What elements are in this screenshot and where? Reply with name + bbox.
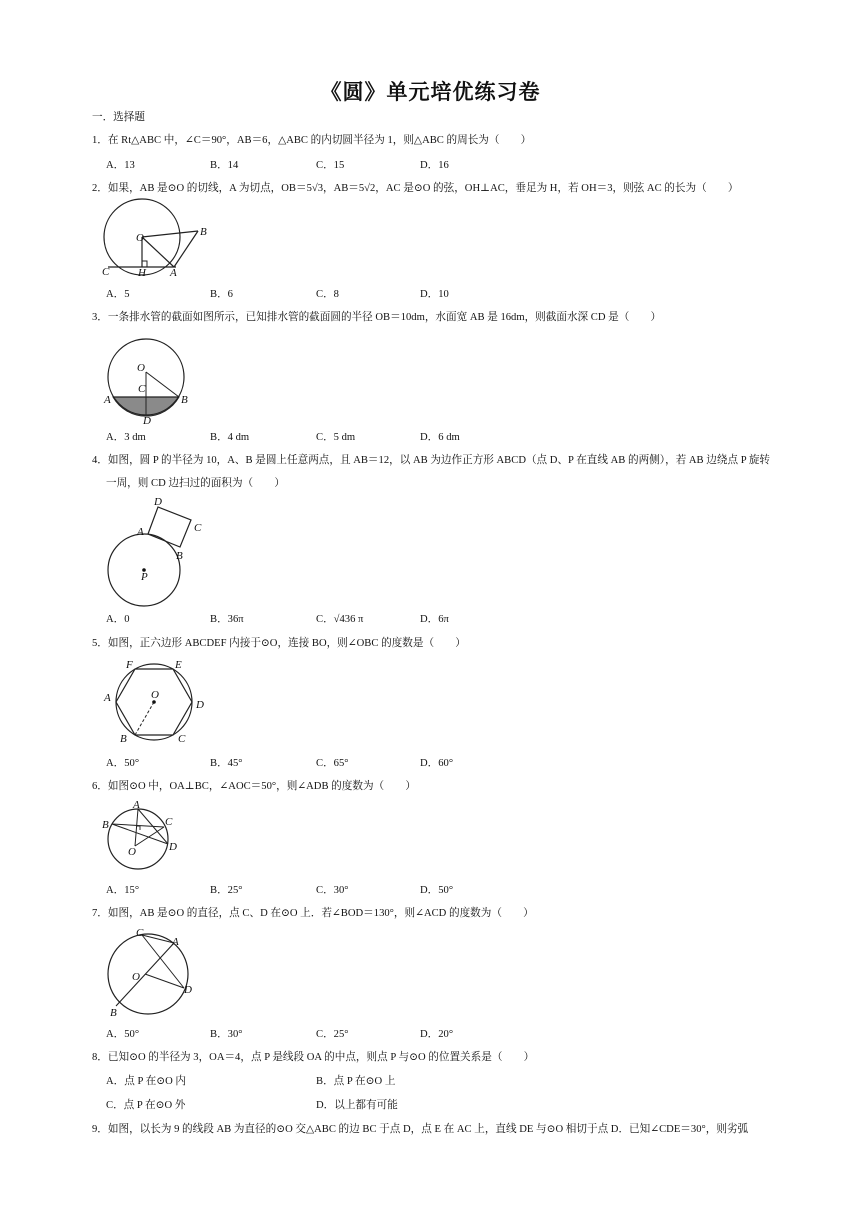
- q2-label-o: O: [136, 232, 144, 244]
- q6-label-d: D: [169, 841, 177, 853]
- q5-option-b[interactable]: B．45°: [210, 758, 243, 769]
- q3-label-d: D: [143, 415, 151, 427]
- q2-label-h: H: [138, 267, 146, 279]
- q1-option-d[interactable]: D．16: [420, 160, 449, 171]
- q2-label-a: A: [170, 267, 177, 279]
- page-title: 《圆》单元培优练习卷: [320, 80, 541, 104]
- q7-label-c: C: [136, 927, 144, 939]
- q5-label-d: D: [196, 699, 204, 711]
- question-3-stem: 3．一条排水管的截面如图所示，已知排水管的截面圆的半径 OB＝10dm，水面宽 AB 是 16dm，则截面水深 CD 是（ ）: [92, 312, 662, 323]
- q1-option-c[interactable]: C．15: [316, 160, 345, 171]
- question-5-figure: [102, 658, 214, 744]
- question-8-stem: 8．已知⊙O 的半径为 3，OA＝4，点 P 是线段 OA 的中点，则点 P 与⊙O 的位置关系是（ ）: [92, 1052, 535, 1063]
- q5-label-o: O: [151, 689, 159, 701]
- q5-label-f: F: [126, 659, 133, 671]
- question-3-figure: [104, 334, 188, 427]
- q7-label-o: O: [132, 971, 140, 983]
- question-6-stem: 6．如图⊙O 中，OA⊥BC，∠AOC＝50°，则∠ADB 的度数为（ ）: [92, 781, 416, 792]
- q1-option-b[interactable]: B．14: [210, 160, 239, 171]
- q3-option-c[interactable]: C．5 dm: [316, 432, 356, 443]
- q5-option-a[interactable]: A．50°: [106, 758, 140, 769]
- q7-option-a[interactable]: A．50°: [106, 1029, 140, 1040]
- q5-label-a: A: [104, 692, 111, 704]
- q4-option-d[interactable]: D．6π: [420, 614, 449, 625]
- q6-option-b[interactable]: B．25°: [210, 885, 243, 896]
- question-5-stem: 5．如图，正六边形 ABCDEF 内接于⊙O，连接 BO，则∠OBC 的度数是（ ）: [92, 638, 466, 649]
- q6-label-o: O: [128, 846, 136, 858]
- q3-label-b: B: [181, 394, 188, 406]
- q3-option-b[interactable]: B．4 dm: [210, 432, 250, 443]
- q7-option-c[interactable]: C．25°: [316, 1029, 349, 1040]
- q3-label-o: O: [137, 362, 145, 374]
- q3-option-a[interactable]: A．3 dm: [106, 432, 146, 443]
- section-heading: 一．选择题: [92, 112, 145, 123]
- q7-option-d[interactable]: D．20°: [420, 1029, 454, 1040]
- q5-label-c: C: [178, 733, 186, 745]
- q4-option-a[interactable]: A．0: [106, 614, 130, 625]
- q6-option-c[interactable]: C．30°: [316, 885, 349, 896]
- question-4-figure: [104, 495, 210, 607]
- q4-label-a: A: [137, 526, 144, 538]
- q3-label-c: C: [138, 383, 146, 395]
- q1-option-a[interactable]: A．13: [106, 160, 135, 171]
- q2-label-c: C: [102, 266, 110, 278]
- q4-option-b[interactable]: B．36π: [210, 614, 244, 625]
- question-2-stem: 2．如果，AB 是⊙O 的切线，A 为切点，OB＝5√3，AB＝5√2，AC 是⊙O 的弦，OH⊥AC，垂足为 H，若 OH＝3，则弦 AC 的长为（ ）: [92, 183, 739, 194]
- q2-option-c[interactable]: C．8: [316, 289, 339, 300]
- q8-option-b[interactable]: B．点 P 在⊙O 上: [316, 1076, 396, 1087]
- q5-option-d[interactable]: D．60°: [420, 758, 454, 769]
- q2-option-a[interactable]: A．5: [106, 289, 130, 300]
- q5-option-c[interactable]: C．65°: [316, 758, 349, 769]
- q8-option-a[interactable]: A．点 P 在⊙O 内: [106, 1076, 186, 1087]
- q5-label-b: B: [120, 733, 127, 745]
- question-6-figure: [102, 800, 182, 876]
- q6-label-b: B: [102, 819, 109, 831]
- question-7-stem: 7．如图，AB 是⊙O 的直径，点 C、D 在⊙O 上．若∠BOD＝130°，则∠ACD 的度数为（ ）: [92, 908, 534, 919]
- q4-label-p: P: [141, 571, 148, 583]
- question-4-stem-line-2: 一周，则 CD 边扫过的面积为（ ）: [106, 478, 285, 489]
- q3-label-a: A: [104, 394, 111, 406]
- q8-option-c[interactable]: C．点 P 在⊙O 外: [106, 1100, 186, 1111]
- question-7-figure: [102, 926, 198, 1018]
- question-9-stem: 9．如图，以长为 9 的线段 AB 为直径的⊙O 交△ABC 的边 BC 于点 D，点 E 在 AC 上，直线 DE 与⊙O 相切于点 D．已知∠CDE＝30°，则劣弧: [92, 1124, 749, 1135]
- question-1-stem: 1．在 Rt△ABC 中，∠C＝90°，AB＝6，△ABC 的内切圆半径为 1，则△ABC 的周长为（ ）: [92, 135, 532, 146]
- q6-option-d[interactable]: D．50°: [420, 885, 454, 896]
- q6-label-c: C: [165, 816, 173, 828]
- q7-label-a: A: [172, 936, 179, 948]
- q4-label-c: C: [194, 522, 202, 534]
- q7-label-d: D: [184, 984, 192, 996]
- question-2-figure: [100, 205, 212, 281]
- q4-label-b: B: [176, 550, 183, 562]
- q3-option-d[interactable]: D．6 dm: [420, 432, 460, 443]
- q4-label-d: D: [154, 496, 162, 508]
- q4-option-c[interactable]: C．√436 π: [316, 614, 364, 625]
- q7-option-b[interactable]: B．30°: [210, 1029, 243, 1040]
- q7-label-b: B: [110, 1007, 117, 1019]
- q6-option-a[interactable]: A．15°: [106, 885, 140, 896]
- q6-label-a: A: [133, 799, 140, 811]
- q5-label-e: E: [175, 659, 182, 671]
- q2-option-b[interactable]: B．6: [210, 289, 233, 300]
- q2-label-b: B: [200, 226, 207, 238]
- q2-option-d[interactable]: D．10: [420, 289, 449, 300]
- q8-option-d[interactable]: D．以上都有可能: [316, 1100, 398, 1111]
- question-4-stem-line-1: 4．如图，圆 P 的半径为 10，A、B 是圆上任意两点，且 AB＝12，以 AB 为边作正方形 ABCD（点 D、P 在直线 AB 的两侧），若 AB 边绕点 P 旋转: [92, 455, 771, 466]
